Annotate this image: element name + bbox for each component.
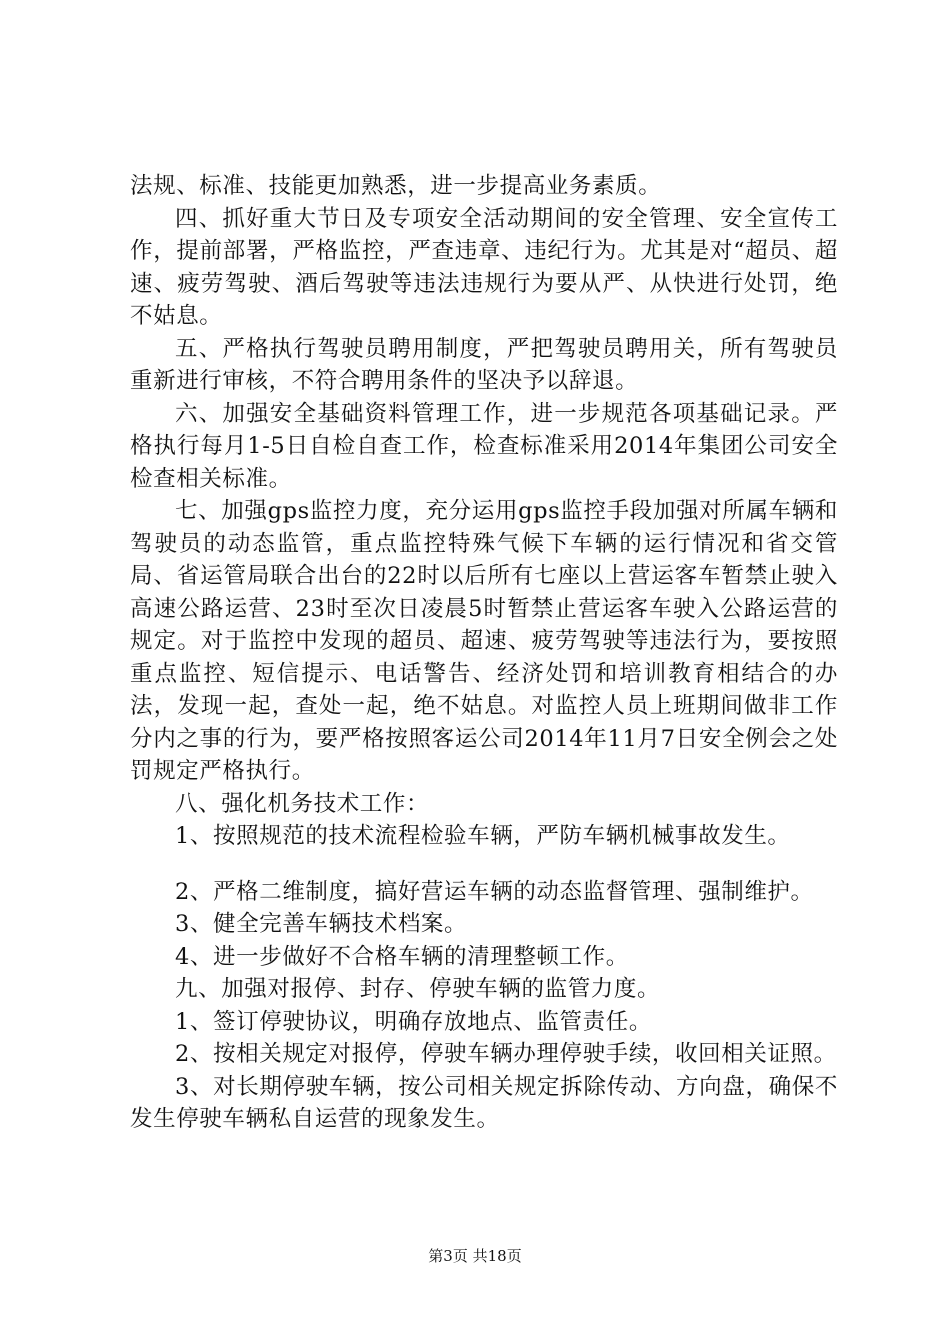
paragraph-gap xyxy=(130,853,838,876)
paragraph: 七、加强gps监控力度，充分运用gps监控手段加强对所属车辆和驾驶员的动态监管，重点监控特殊气候下车辆的运行情况和省交管局、省运管局联合出台的22时以后所有七座以上营运客车暂禁止驶入高速公路运营、23时至次日凌晨5时暂禁止营运客车驶入公路运营的规定。对于监控中发现的超员、超速、疲劳驾驶等违法行为，要按照重点监控、短信提示、电话警告、经济处罚和培训教育相结合的办法，发现一起，查处一起，绝不姑息。对监控人员上班期间做非工作分内之事的行为，要严格按照客运公司2014年11月7日安全例会之处罚规定严格执行。 xyxy=(130,498,838,784)
paragraph: 五、严格执行驾驶员聘用制度，严把驾驶员聘用关，所有驾驶员重新进行审核，不符合聘用条件的坚决予以辞退。 xyxy=(130,335,838,394)
paragraph: 3、对长期停驶车辆，按公司相关规定拆除传动、方向盘，确保不发生停驶车辆私自运营的现象发生。 xyxy=(130,1073,838,1132)
paragraph: 2、严格二维制度，搞好营运车辆的动态监督管理、强制维护。 xyxy=(175,878,814,905)
paragraph: 八、强化机务技术工作： xyxy=(175,790,430,817)
paragraph: 1、签订停驶协议，明确存放地点、监管责任。 xyxy=(175,1008,652,1035)
paragraph: 法规、标准、技能更加熟悉，进一步提高业务素质。 xyxy=(130,173,662,199)
paragraph: 2、按相关规定对报停，停驶车辆办理停驶手续，收回相关证照。 xyxy=(175,1041,837,1067)
paragraph: 3、健全完善车辆技术档案。 xyxy=(175,911,468,937)
document-body xyxy=(130,170,838,1136)
paragraph: 六、加强安全基础资料管理工作，进一步规范各项基础记录。严格执行每月1-5日自检自查工作，检查标准采用2014年集团公司安全检查相关标准。 xyxy=(130,400,838,492)
paragraph: 1、按照规范的技术流程检验车辆，严防车辆机械事故发生。 xyxy=(175,823,791,849)
paragraph: 四、抓好重大节日及专项安全活动期间的安全管理、安全宣传工作，提前部署，严格监控，严查违章、违纪行为。尤其是对“超员、超速、疲劳驾驶、酒后驾驶等违法违规行为要从严、从快进行处罚，绝不姑息。 xyxy=(130,205,838,329)
paragraph: 4、进一步做好不合格车辆的清理整顿工作。 xyxy=(175,943,629,970)
paragraph: 九、加强对报停、封存、停驶车辆的监管力度。 xyxy=(175,976,661,1002)
page-number-footer: 第3页 共18页 xyxy=(428,1247,522,1265)
